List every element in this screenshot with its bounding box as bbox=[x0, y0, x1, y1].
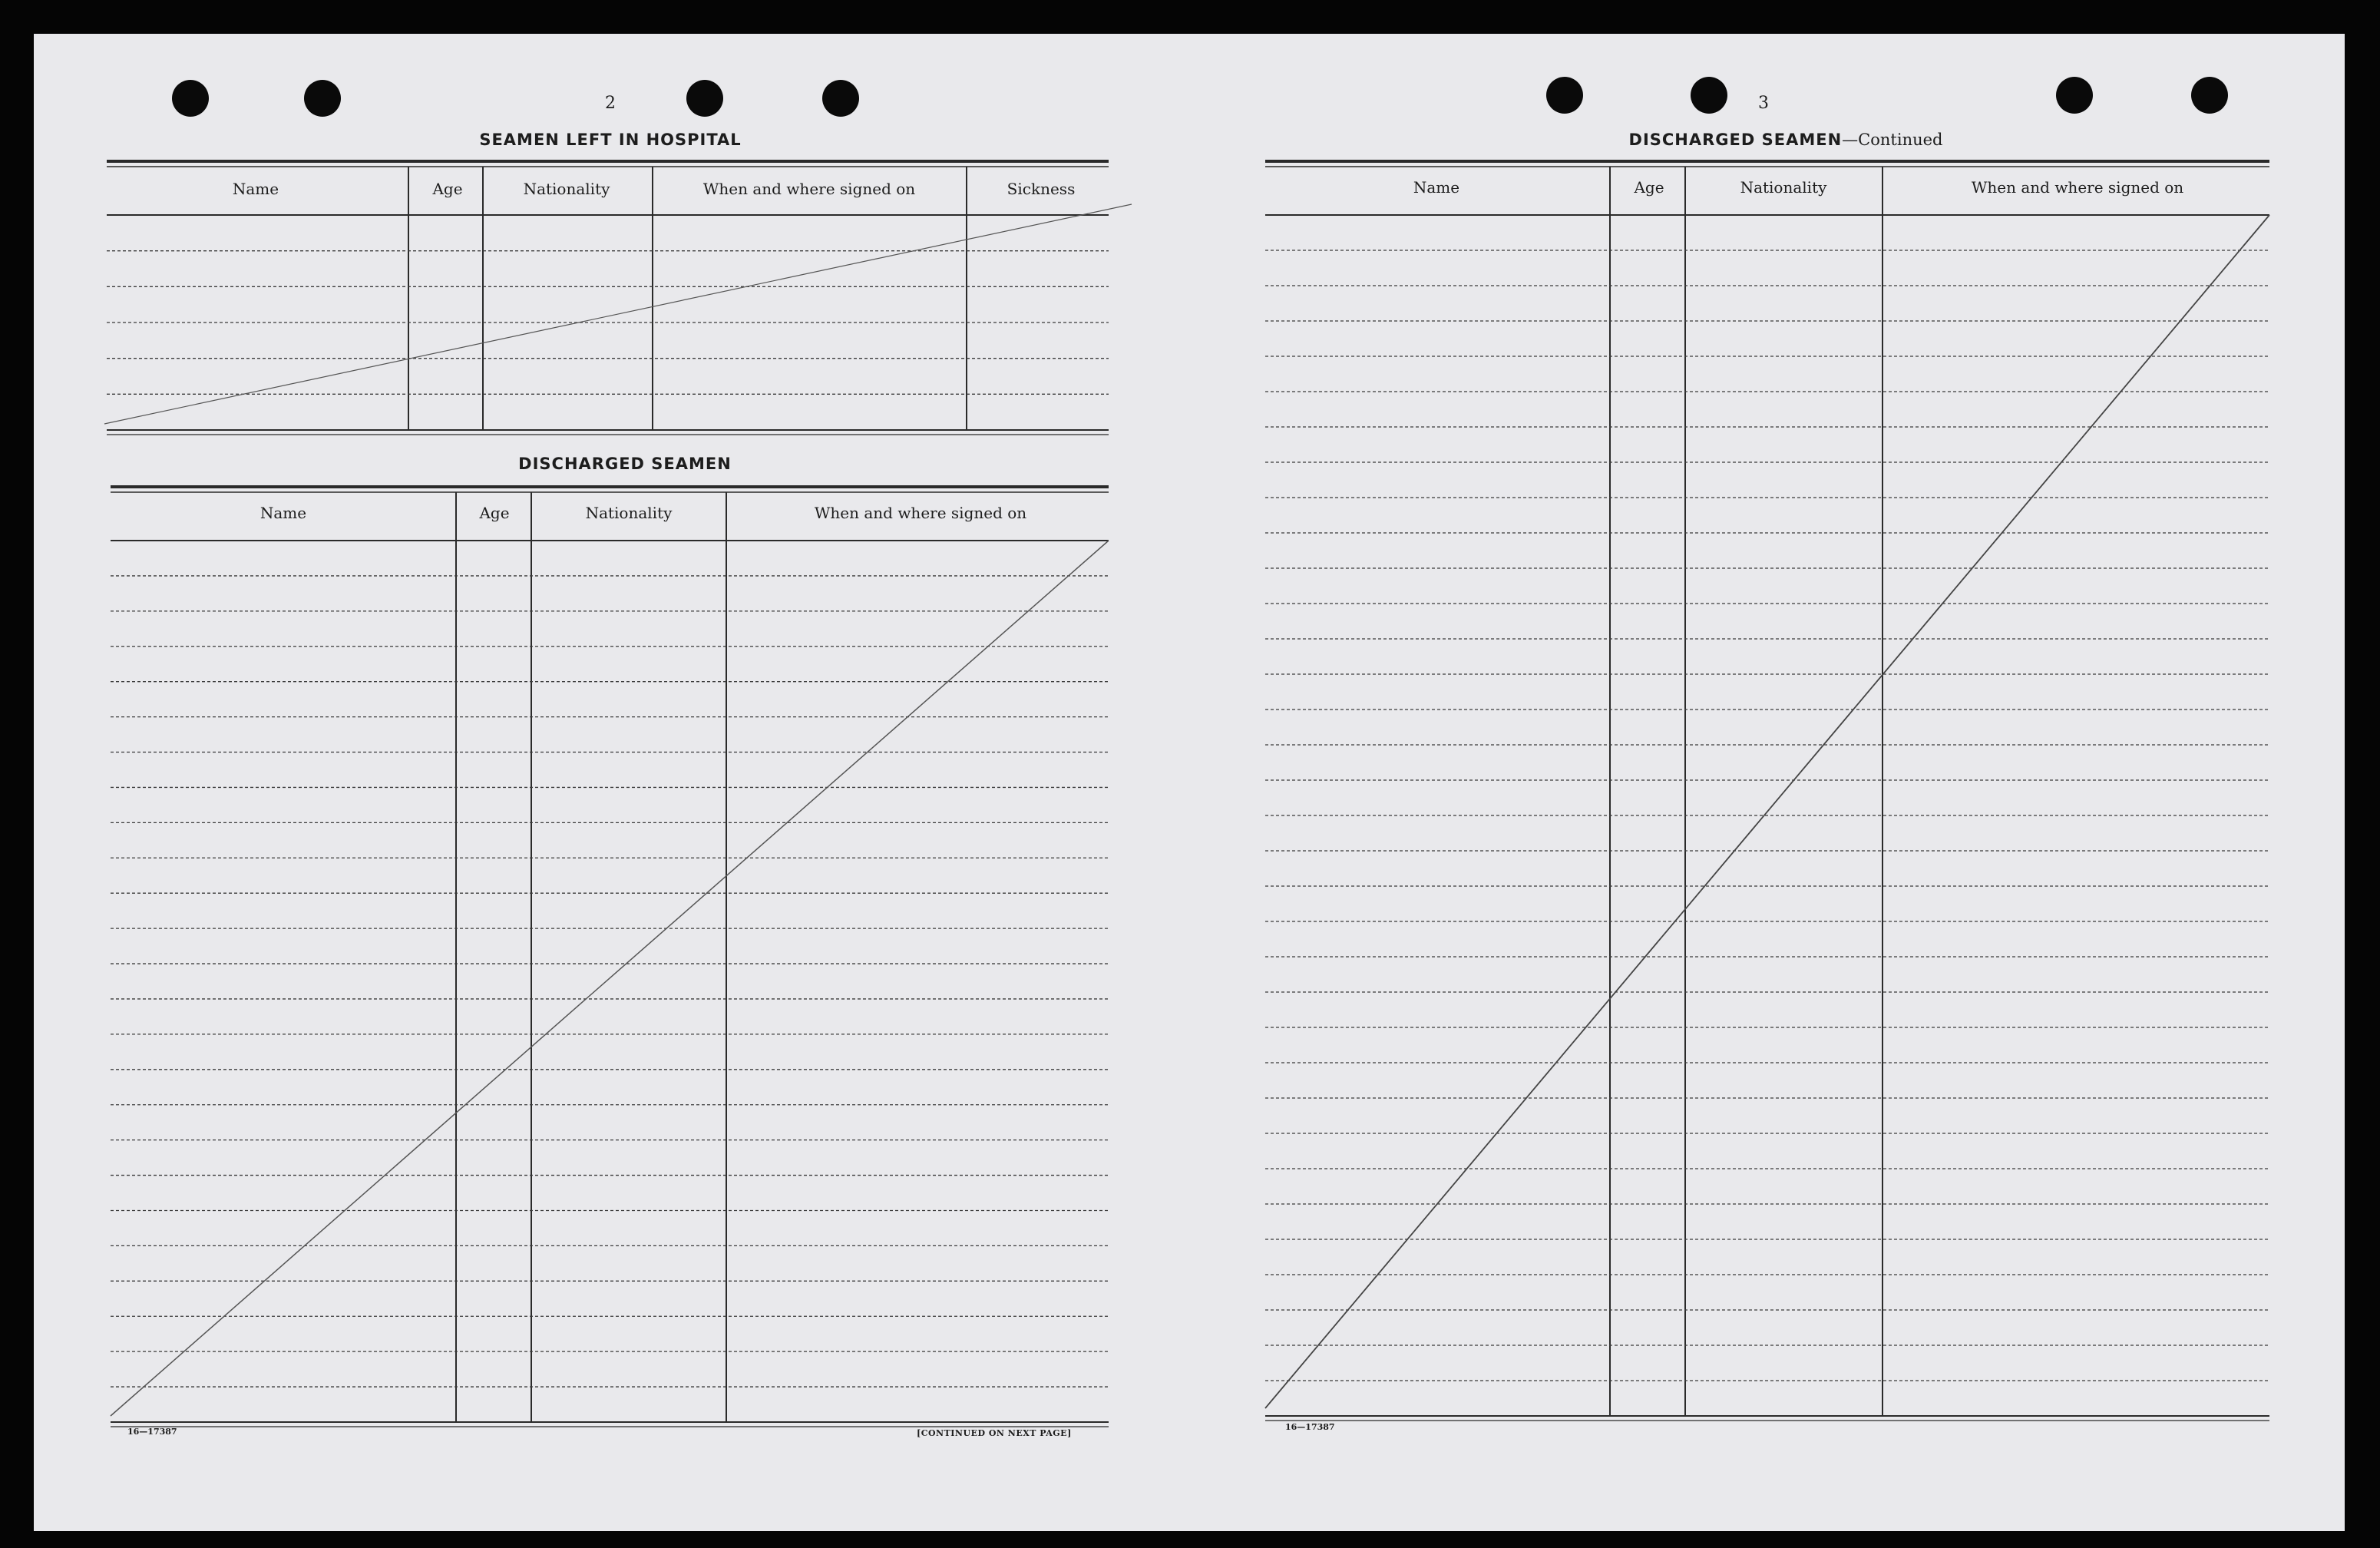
discharged-col-name: Name bbox=[259, 504, 307, 522]
discharged-col-signed-on: When and where signed on bbox=[814, 504, 1027, 522]
hospital-col-sickness: Sickness bbox=[1007, 180, 1076, 198]
hospital-col-nationality: Nationality bbox=[523, 180, 610, 198]
discharged-continued-title bbox=[1629, 131, 1943, 149]
hospital-col-name: Name bbox=[232, 180, 279, 198]
page-number-left: 2 bbox=[605, 94, 616, 113]
page-number-right: 3 bbox=[1758, 94, 1769, 113]
discharged-section-title: DISCHARGED SEAMEN bbox=[518, 455, 732, 473]
continued-cancel-stroke bbox=[1265, 215, 2269, 1408]
discharged-continued-title-main: DISCHARGED SEAMEN bbox=[1628, 131, 1843, 149]
discharged-col-age: Age bbox=[479, 504, 510, 522]
hospital-section-title: SEAMEN LEFT IN HOSPITAL bbox=[479, 131, 742, 149]
continued-col-age: Age bbox=[1634, 178, 1664, 197]
continued-col-signed-on: When and where signed on bbox=[1971, 178, 2184, 197]
continued-col-nationality: Nationality bbox=[1740, 178, 1827, 197]
ruled-table-lines bbox=[34, 34, 2345, 1531]
discharged-col-nationality: Nationality bbox=[585, 504, 673, 522]
hospital-col-age: Age bbox=[432, 180, 463, 198]
discharged-continued-suffix: —Continued bbox=[1842, 131, 1943, 149]
continued-note: [CONTINUED ON NEXT PAGE] bbox=[917, 1428, 1072, 1438]
form-number-left: 16—17387 bbox=[127, 1427, 177, 1437]
continued-col-name: Name bbox=[1413, 178, 1460, 197]
hospital-col-signed-on: When and where signed on bbox=[702, 180, 916, 198]
hospital-cancel-stroke bbox=[104, 204, 1132, 424]
discharged-cancel-stroke bbox=[111, 541, 1109, 1416]
form-number-right: 16—17387 bbox=[1285, 1422, 1335, 1432]
document-sheet bbox=[34, 34, 2345, 1531]
